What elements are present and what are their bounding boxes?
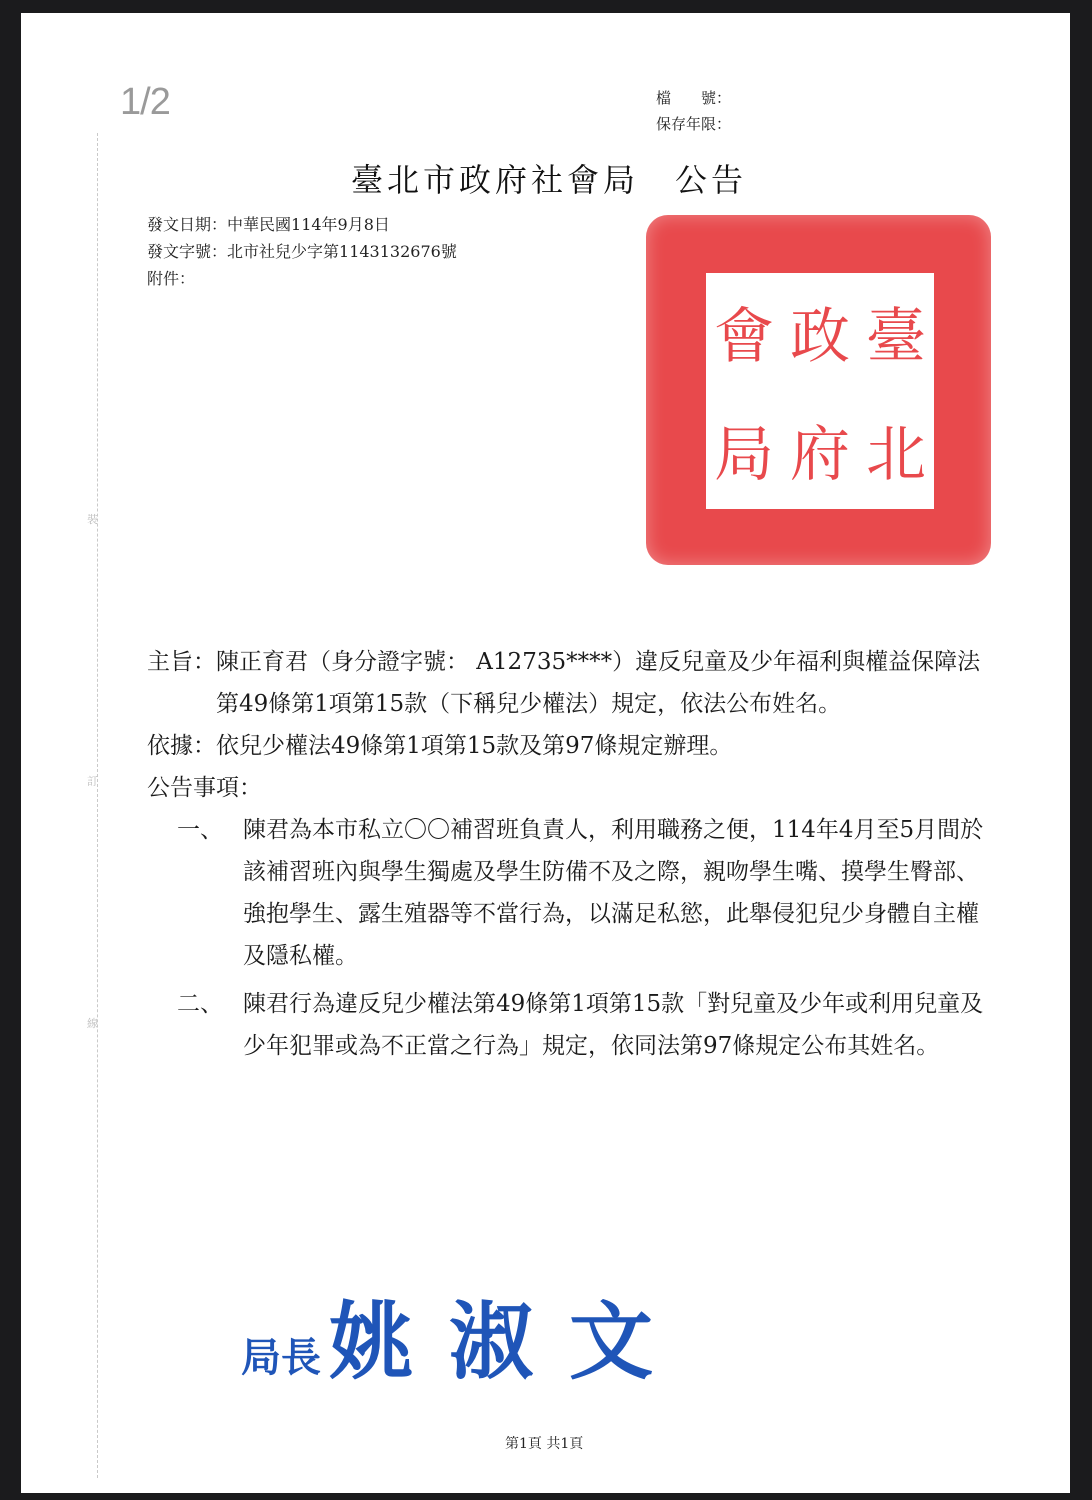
doc-number-value: 北市社兒少字第1143132676號 — [227, 242, 457, 261]
page-counter: 1/2 — [120, 81, 170, 123]
subject-text: 陳正育君（身分證字號： A12735****）違反兒童及少年福利與權益保障法第49條第1項第15款（下稱兒少權法）規定，依法公布姓名。 — [216, 649, 981, 717]
signature-title: 局長 — [241, 1335, 321, 1381]
item-text: 陳君為本市私立〇〇補習班負責人，利用職務之便，114年4月至5月間於該補習班內與學生獨處及學生防備不及之際，親吻學生嘴、摸學生臀部、強抱學生、露生殖器等不當行為，以滿足私慾，此舉侵犯兒少身體自主權及隱私權。 — [243, 817, 984, 969]
announcement-item — [147, 983, 987, 1067]
retention-label: 保存年限： — [656, 115, 732, 133]
binding-line — [97, 133, 98, 1478]
basis-paragraph — [147, 725, 987, 767]
binding-mark-ding: 訂 — [87, 775, 98, 788]
binding-mark-zhuang: 裝 — [87, 513, 98, 526]
seal-char: 政 — [790, 302, 850, 372]
seal-char: 臺 — [866, 302, 926, 372]
items-heading: 公告事項： — [147, 775, 262, 801]
issue-meta — [147, 211, 457, 292]
binding-mark-xian: 線 — [87, 1017, 98, 1030]
attachment-label: 附件： — [147, 269, 196, 288]
announcement-item — [147, 809, 987, 977]
issue-date-row — [147, 211, 457, 238]
item-number: 二、 — [177, 991, 223, 1017]
announcement-body — [147, 641, 987, 1067]
seal-char: 局 — [714, 420, 774, 490]
subject-label: 主旨： — [147, 649, 216, 675]
document-title: 臺北市政府社會局 公告 — [351, 161, 748, 199]
document-page — [21, 13, 1070, 1493]
page-footer: 第1頁 共1頁 — [505, 1436, 584, 1452]
subject-paragraph — [147, 641, 987, 725]
basis-text: 依兒少權法49條第1項第15款及第97條規定辦理。 — [216, 733, 733, 759]
seal-char: 北 — [866, 420, 926, 490]
seal-char: 會 — [714, 302, 774, 372]
signature-name: 姚淑文 — [329, 1293, 690, 1391]
issue-date-label: 發文日期： — [147, 215, 228, 234]
file-meta — [656, 85, 731, 137]
doc-number-row — [147, 238, 457, 265]
item-text: 陳君行為違反兒少權法第49條第1項第15款「對兒童及少年或利用兒童及少年犯罪或為不正當之行為」規定，依同法第97條規定公布其姓名。 — [243, 991, 984, 1059]
attachment-row — [147, 265, 457, 292]
seal-char: 府 — [790, 420, 850, 490]
file-number-label: 檔 號： — [656, 89, 732, 107]
doc-number-label: 發文字號： — [147, 242, 228, 261]
director-signature-stamp — [241, 1275, 689, 1396]
issue-date-value: 中華民國114年9月8日 — [227, 215, 390, 234]
basis-label: 依據： — [147, 733, 216, 759]
seal-inner — [706, 273, 934, 509]
official-seal-stamp — [646, 215, 991, 565]
item-number: 一、 — [177, 817, 223, 843]
